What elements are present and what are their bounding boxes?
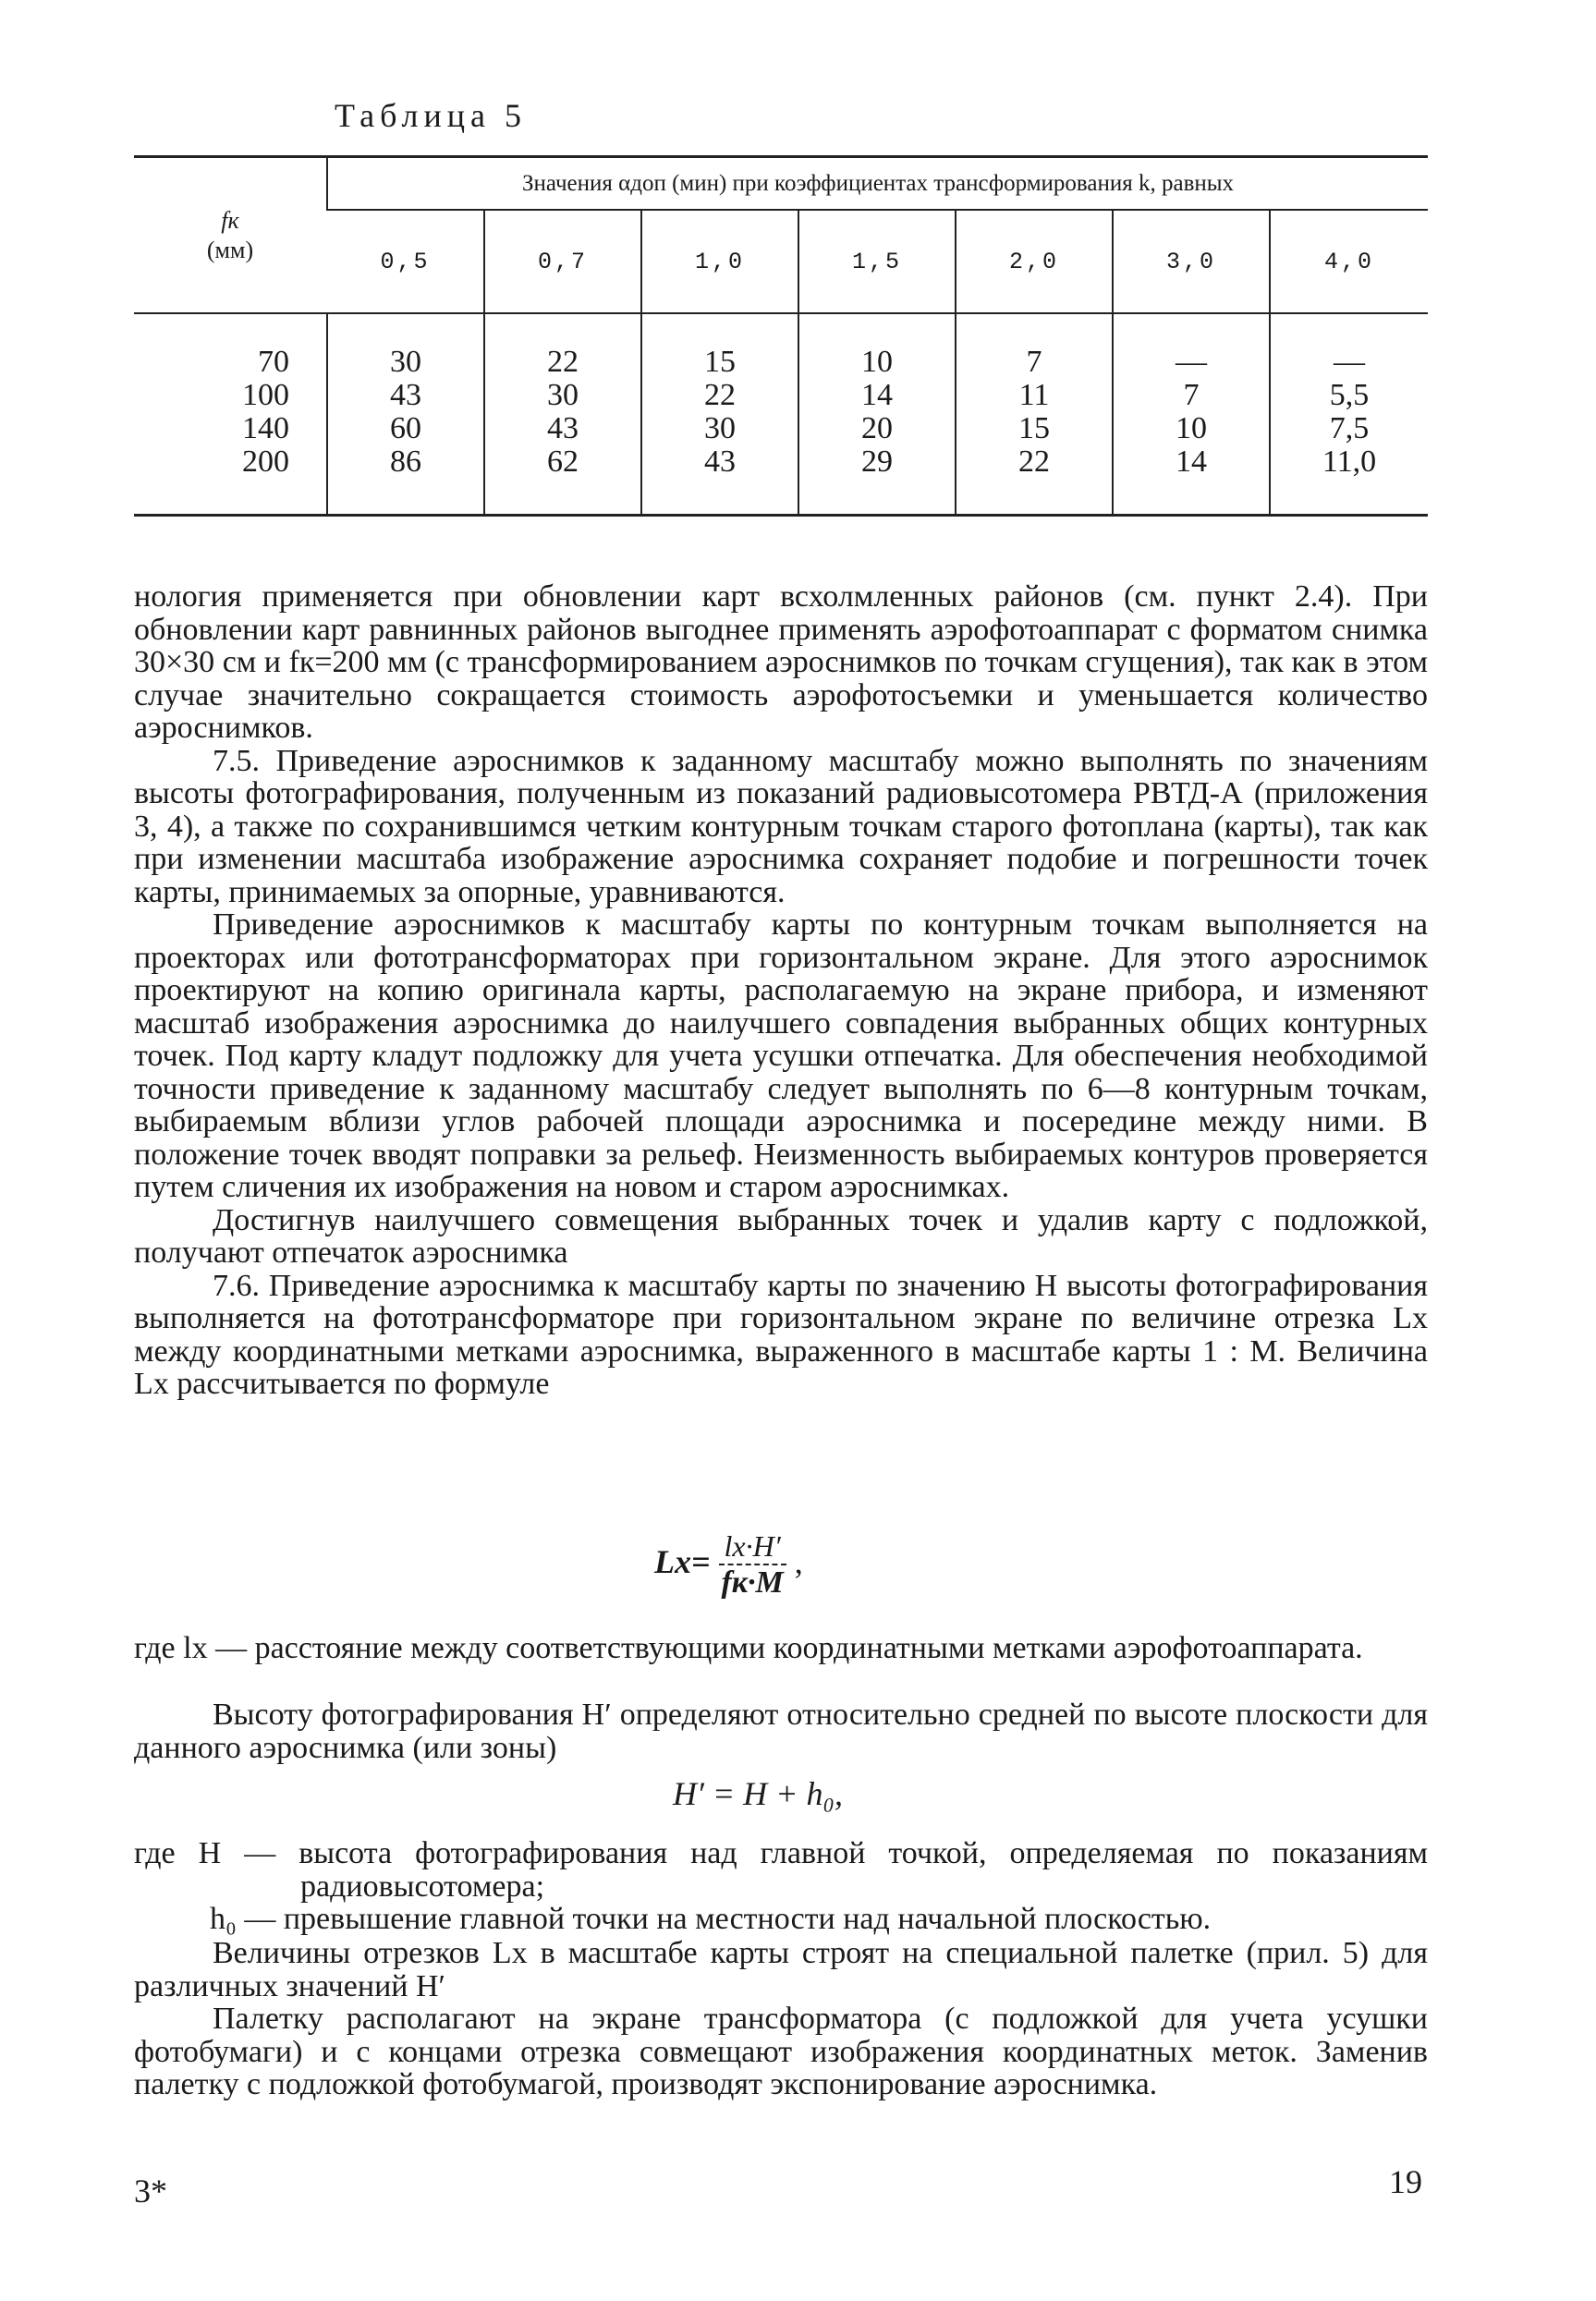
where-h-line: где H — высота фотографирования над главной точкой, определяемая по показаниям радиовысотомера; bbox=[134, 1836, 1428, 1904]
fk-cell: 140 bbox=[242, 411, 289, 445]
table-cell: — bbox=[1113, 313, 1270, 379]
formula-tail: , bbox=[794, 1542, 803, 1580]
where-h bbox=[134, 1837, 1428, 1936]
k-header: 4,0 bbox=[1270, 210, 1428, 313]
signature-mark: 3* bbox=[134, 2173, 167, 2210]
table-cell: 30 bbox=[484, 379, 641, 412]
table-cell: 10 bbox=[798, 313, 956, 379]
table-cell: 30 bbox=[327, 313, 484, 379]
paragraph-7-6: 7.6. Приведение аэроснимка к масштабу карты по значению H высоты фотографирования выполняется на фототрансформаторе при горизонтальном экране по величине отрезка Lx между координатными метками аэроснимка, выраженного в масштабе карты 1 : M. Величина Lx рассчитывается по формуле bbox=[134, 1268, 1428, 1401]
table-cell: 30 bbox=[641, 412, 798, 445]
fk-cell: 70 bbox=[134, 313, 327, 379]
k-header: 1,0 bbox=[641, 210, 798, 313]
formula-numerator: lx·H′ bbox=[719, 1529, 786, 1565]
table-cell: 15 bbox=[641, 313, 798, 379]
table-cell: 22 bbox=[956, 445, 1113, 516]
paragraph: Величины отрезков Lx в масштабе карты строят на специальной палетке (прил. 5) для различных значений H′ bbox=[134, 1936, 1428, 2003]
body-text-block-2 bbox=[134, 1698, 1428, 1764]
where-lx bbox=[134, 1632, 1428, 1665]
fk-cell: 200 bbox=[134, 445, 327, 516]
formula-denominator: fк·M bbox=[721, 1565, 784, 1600]
table-cell: 60 bbox=[327, 412, 484, 445]
fk-header-label: fк bbox=[221, 207, 239, 235]
k-header: 0,7 bbox=[484, 210, 641, 313]
paragraph: Приведение аэроснимков к масштабу карты по контурным точкам выполняется на проекторах или фототрансформаторах при горизонтальном экране. Для этого аэроснимок проектируют на копию оригинала карты, располагаемую на экране прибора, и изменяют масштаб изображения аэроснимка до наилучшего совпадения выбранных общих контурных точек. Под карту кладут подложку для учета усушки отпечатка. Для обеспечения необходимой точности приведение к заданному масштабу следует выполнять по 6—8 контурным точкам, выбираемым вблизи углов рабочей площади аэроснимка и посередине между ними. В положение точек вводят поправки за рельеф. Неизменность выбираемых контуров проверяется путем сличения их изображения на новом и старом аэроснимках. bbox=[134, 907, 1428, 1204]
paragraph: Палетку располагают на экране трансформатора (с подложкой для учета усушки фотобумаги) и с концами отрезка совмещают изображения координатных меток. Заменив палетку с подложкой фотобумагой, производят экспонирование аэроснимка. bbox=[134, 2002, 1428, 2101]
fk-column-header bbox=[134, 157, 327, 314]
where-h0-line: h₀ — превышение главной точки на местности над начальной плоскостью. bbox=[210, 1902, 1212, 1936]
formula-fraction bbox=[719, 1529, 786, 1601]
k-header: 2,0 bbox=[956, 210, 1113, 313]
table-cell: 15 bbox=[956, 412, 1113, 445]
fk-header-unit: (мм) bbox=[206, 236, 254, 263]
table-cell: 14 bbox=[1113, 445, 1270, 516]
table-cell: 7 bbox=[956, 313, 1113, 379]
formula-lhs: Lx= bbox=[654, 1542, 711, 1580]
body-text-block-1 bbox=[134, 580, 1428, 1401]
table-cell: 22 bbox=[484, 313, 641, 379]
where-lx-text: где lx — расстояние между соответствующими координатными метками аэрофотоаппарата. bbox=[134, 1631, 1363, 1665]
table-cell: 29 bbox=[798, 445, 956, 516]
table-row bbox=[134, 412, 1428, 445]
table-cell: 5,5 bbox=[1270, 379, 1428, 412]
formula-h-prime: H′ = H + h₀, bbox=[673, 1775, 843, 1812]
table-row bbox=[134, 313, 1428, 379]
paragraph: Высоту фотографирования H′ определяют относительно средней по высоте плоскости для данного аэроснимка (или зоны) bbox=[134, 1698, 1428, 1765]
table-cell: 62 bbox=[484, 445, 641, 516]
table-cell: 7 bbox=[1113, 379, 1270, 412]
table-cell: 7,5 bbox=[1270, 412, 1428, 445]
table-cell: 20 bbox=[798, 412, 956, 445]
group-header: Значения αдоп (мин) при коэффициентах трансформирования k, равных bbox=[327, 157, 1428, 211]
formula-lx bbox=[654, 1529, 803, 1601]
table-cell: 43 bbox=[327, 379, 484, 412]
paragraph-7-5: 7.5. Приведение аэроснимков к заданному масштабу можно выполнять по значениям высоты фотографирования, полученным из показаний радиовысотомера РВТД-А (приложения 3, 4), а также по сохранившимся четким контурным точкам старого фотоплана (карты), так как при изменении масштаба изображение аэроснимка сохраняет подобие и погрешности точек карты, принимаемых за опорные, уравниваются. bbox=[134, 743, 1428, 909]
table-cell: 10 bbox=[1113, 412, 1270, 445]
table-cell: 14 bbox=[798, 379, 956, 412]
k-header: 0,5 bbox=[327, 210, 484, 313]
k-header: 1,5 bbox=[798, 210, 956, 313]
k-header: 3,0 bbox=[1113, 210, 1270, 313]
table-cell: 22 bbox=[641, 379, 798, 412]
table-row bbox=[134, 445, 1428, 516]
body-text-block-3 bbox=[134, 1937, 1428, 2101]
paragraph: Достигнув наилучшего совмещения выбранных точек и удалив карту с подложкой, получают отпечаток аэроснимка bbox=[134, 1202, 1428, 1270]
paragraph: нология применяется при обновлении карт всхолмленных районов (см. пункт 2.4). При обновлении карт равнинных районов выгоднее применять аэрофотоаппарат с форматом снимка 30×30 см и fк=200 мм (с трансформированием аэроснимков по точкам сгущения), так как в этом случае значительно сокращается стоимость аэрофотосъемки и уменьшается количество аэроснимков. bbox=[134, 579, 1428, 745]
table-cell: — bbox=[1270, 313, 1428, 379]
table-cell: 11,0 bbox=[1270, 445, 1428, 516]
table-row bbox=[134, 379, 1428, 412]
table-caption: Таблица 5 bbox=[335, 97, 527, 134]
table-cell: 11 bbox=[956, 379, 1113, 412]
table-cell: 43 bbox=[641, 445, 798, 516]
coefficient-table bbox=[134, 155, 1428, 517]
table-cell: 43 bbox=[484, 412, 641, 445]
fk-cell: 100 bbox=[242, 378, 289, 412]
table-cell: 86 bbox=[327, 445, 484, 516]
page-number: 19 bbox=[1389, 2163, 1422, 2200]
